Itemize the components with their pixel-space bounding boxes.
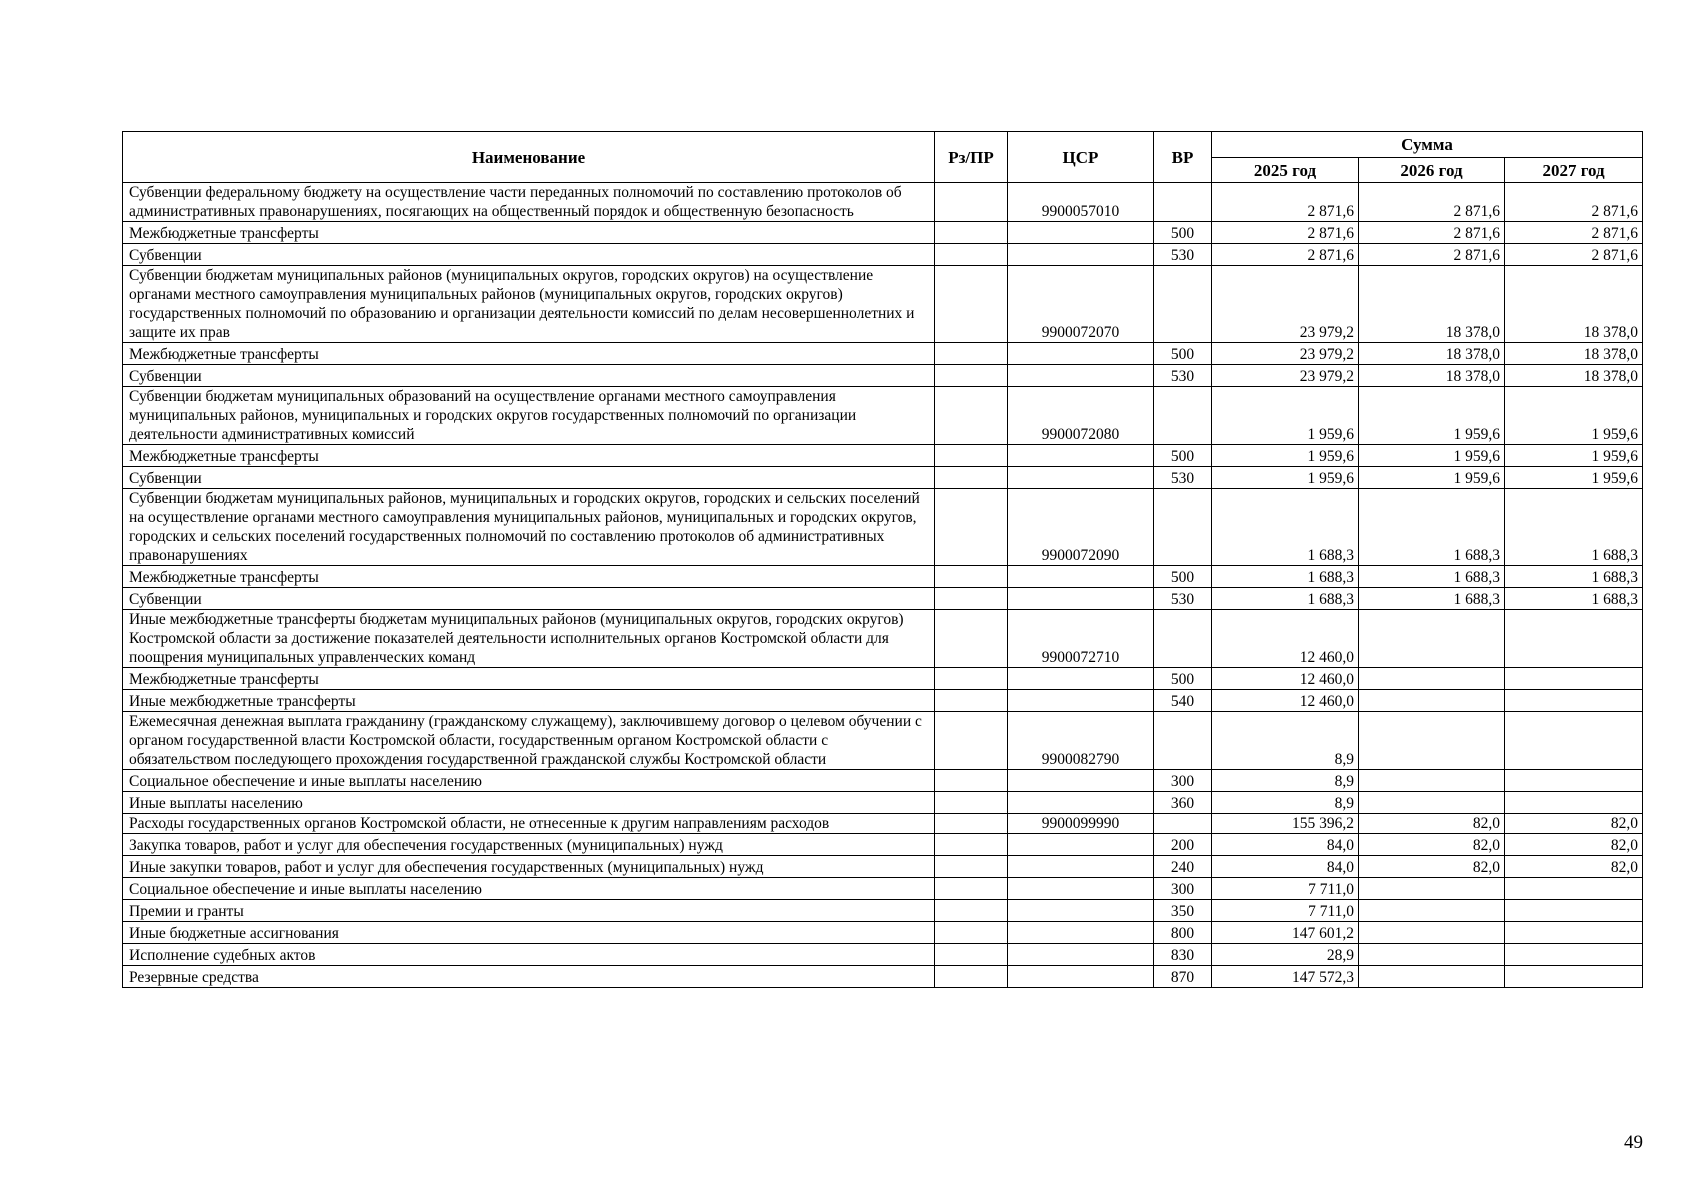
row-csr-cell: 9900072080 xyxy=(1008,387,1154,445)
row-2026-cell xyxy=(1359,610,1505,668)
row-csr-cell: 9900082790 xyxy=(1008,712,1154,770)
header-year-2025: 2025 год xyxy=(1212,158,1359,183)
row-2026-cell: 18 378,0 xyxy=(1359,365,1505,387)
table-row xyxy=(123,489,1643,566)
row-name-cell: Субвенции бюджетам муниципальных образований на осуществление органами местного самоуправления муниципальных районов, муниципальных и городских округов государственных полномочий по организации деятельности административных комиссий xyxy=(123,387,935,445)
row-vr-cell xyxy=(1154,489,1212,566)
row-vr-cell: 240 xyxy=(1154,856,1212,878)
row-2025-cell: 1 688,3 xyxy=(1212,566,1359,588)
row-csr-cell xyxy=(1008,588,1154,610)
row-csr-cell xyxy=(1008,770,1154,792)
row-2026-cell xyxy=(1359,690,1505,712)
row-name-cell: Социальное обеспечение и иные выплаты населению xyxy=(123,878,935,900)
row-rz-pr-cell xyxy=(935,244,1008,266)
row-2026-cell: 1 959,6 xyxy=(1359,467,1505,489)
row-2027-cell xyxy=(1505,668,1643,690)
row-rz-pr-cell xyxy=(935,668,1008,690)
row-2027-cell: 1 959,6 xyxy=(1505,445,1643,467)
row-2027-cell xyxy=(1505,966,1643,988)
row-2025-cell: 2 871,6 xyxy=(1212,222,1359,244)
row-vr-cell xyxy=(1154,266,1212,343)
row-name-cell: Межбюджетные трансферты xyxy=(123,445,935,467)
row-csr-cell xyxy=(1008,966,1154,988)
row-name-cell: Расходы государственных органов Костромской области, не отнесенные к другим направлениям расходов xyxy=(123,814,935,834)
row-2026-cell: 1 959,6 xyxy=(1359,445,1505,467)
row-rz-pr-cell xyxy=(935,944,1008,966)
row-rz-pr-cell xyxy=(935,856,1008,878)
row-csr-cell xyxy=(1008,343,1154,365)
row-2025-cell: 8,9 xyxy=(1212,792,1359,814)
row-2025-cell: 12 460,0 xyxy=(1212,610,1359,668)
row-2027-cell xyxy=(1505,610,1643,668)
row-vr-cell: 500 xyxy=(1154,445,1212,467)
row-2025-cell: 1 959,6 xyxy=(1212,445,1359,467)
row-rz-pr-cell xyxy=(935,966,1008,988)
row-2025-cell: 23 979,2 xyxy=(1212,266,1359,343)
row-name-cell: Субвенции xyxy=(123,467,935,489)
row-vr-cell: 200 xyxy=(1154,834,1212,856)
row-vr-cell: 530 xyxy=(1154,365,1212,387)
row-rz-pr-cell xyxy=(935,792,1008,814)
row-name-cell: Резервные средства xyxy=(123,966,935,988)
budget-table xyxy=(122,131,1643,988)
row-2025-cell: 147 572,3 xyxy=(1212,966,1359,988)
row-vr-cell: 830 xyxy=(1154,944,1212,966)
row-vr-cell xyxy=(1154,183,1212,222)
row-2027-cell: 18 378,0 xyxy=(1505,266,1643,343)
row-vr-cell xyxy=(1154,712,1212,770)
row-vr-cell: 350 xyxy=(1154,900,1212,922)
header-year-2026: 2026 год xyxy=(1359,158,1505,183)
row-rz-pr-cell xyxy=(935,387,1008,445)
row-vr-cell xyxy=(1154,387,1212,445)
table-row xyxy=(123,222,1643,244)
row-name-cell: Иные бюджетные ассигнования xyxy=(123,922,935,944)
row-rz-pr-cell xyxy=(935,690,1008,712)
table-row xyxy=(123,266,1643,343)
row-rz-pr-cell xyxy=(935,922,1008,944)
row-name-cell: Субвенции бюджетам муниципальных районов (муниципальных округов, городских округов) на осуществление органами местного самоуправления муниципальных районов (муниципальных округов, городских округов) государственных полномочий по образованию и организации деятельности комиссий по делам несовершеннолетних и защите их прав xyxy=(123,266,935,343)
row-rz-pr-cell xyxy=(935,588,1008,610)
row-rz-pr-cell xyxy=(935,814,1008,834)
row-2026-cell xyxy=(1359,878,1505,900)
row-2026-cell: 18 378,0 xyxy=(1359,266,1505,343)
row-vr-cell: 800 xyxy=(1154,922,1212,944)
row-2027-cell: 1 688,3 xyxy=(1505,489,1643,566)
table-row xyxy=(123,856,1643,878)
row-rz-pr-cell xyxy=(935,878,1008,900)
row-2027-cell xyxy=(1505,922,1643,944)
row-rz-pr-cell xyxy=(935,343,1008,365)
row-csr-cell xyxy=(1008,566,1154,588)
row-2027-cell xyxy=(1505,690,1643,712)
row-vr-cell: 300 xyxy=(1154,770,1212,792)
row-rz-pr-cell xyxy=(935,489,1008,566)
row-csr-cell: 9900072090 xyxy=(1008,489,1154,566)
row-name-cell: Межбюджетные трансферты xyxy=(123,668,935,690)
row-2027-cell: 1 959,6 xyxy=(1505,467,1643,489)
row-2026-cell: 18 378,0 xyxy=(1359,343,1505,365)
row-2026-cell: 2 871,6 xyxy=(1359,183,1505,222)
row-vr-cell: 530 xyxy=(1154,244,1212,266)
row-name-cell: Межбюджетные трансферты xyxy=(123,566,935,588)
row-csr-cell xyxy=(1008,244,1154,266)
header-year-2027: 2027 год xyxy=(1505,158,1643,183)
row-csr-cell: 9900057010 xyxy=(1008,183,1154,222)
row-2027-cell xyxy=(1505,900,1643,922)
row-2027-cell: 2 871,6 xyxy=(1505,222,1643,244)
row-name-cell: Иные межбюджетные трансферты xyxy=(123,690,935,712)
row-vr-cell: 500 xyxy=(1154,222,1212,244)
row-vr-cell: 300 xyxy=(1154,878,1212,900)
row-2026-cell: 1 688,3 xyxy=(1359,588,1505,610)
row-2026-cell: 82,0 xyxy=(1359,814,1505,834)
row-2027-cell: 82,0 xyxy=(1505,834,1643,856)
row-2026-cell: 82,0 xyxy=(1359,834,1505,856)
row-2027-cell: 2 871,6 xyxy=(1505,183,1643,222)
header-rz-pr: Рз/ПР xyxy=(935,132,1008,183)
row-csr-cell xyxy=(1008,878,1154,900)
table-row xyxy=(123,387,1643,445)
row-name-cell: Иные выплаты населению xyxy=(123,792,935,814)
row-csr-cell xyxy=(1008,668,1154,690)
row-csr-cell xyxy=(1008,690,1154,712)
row-2027-cell xyxy=(1505,878,1643,900)
row-2025-cell: 12 460,0 xyxy=(1212,690,1359,712)
row-2025-cell: 8,9 xyxy=(1212,712,1359,770)
row-vr-cell: 530 xyxy=(1154,588,1212,610)
row-2026-cell xyxy=(1359,712,1505,770)
row-2027-cell: 1 688,3 xyxy=(1505,588,1643,610)
row-2025-cell: 23 979,2 xyxy=(1212,365,1359,387)
table-row xyxy=(123,814,1643,834)
row-2027-cell xyxy=(1505,770,1643,792)
row-vr-cell: 530 xyxy=(1154,467,1212,489)
row-csr-cell xyxy=(1008,922,1154,944)
row-2026-cell: 1 688,3 xyxy=(1359,566,1505,588)
row-2026-cell xyxy=(1359,922,1505,944)
row-vr-cell: 360 xyxy=(1154,792,1212,814)
header-name: Наименование xyxy=(123,132,935,183)
row-2027-cell xyxy=(1505,792,1643,814)
row-name-cell: Субвенции федеральному бюджету на осуществление части переданных полномочий по составлению протоколов об административных правонарушениях, посягающих на общественный порядок и общественную безопасность xyxy=(123,183,935,222)
row-2026-cell xyxy=(1359,770,1505,792)
table-row xyxy=(123,792,1643,814)
row-2025-cell: 84,0 xyxy=(1212,856,1359,878)
header-sum: Сумма xyxy=(1212,132,1643,158)
row-2025-cell: 23 979,2 xyxy=(1212,343,1359,365)
row-name-cell: Иные межбюджетные трансферты бюджетам муниципальных районов (муниципальных округов, городских округов) Костромской области за достижение показателей деятельности исполнительных органов Костромской области для поощрения муниципальных управленческих команд xyxy=(123,610,935,668)
table-row xyxy=(123,588,1643,610)
table-row xyxy=(123,445,1643,467)
row-rz-pr-cell xyxy=(935,183,1008,222)
row-2025-cell: 147 601,2 xyxy=(1212,922,1359,944)
row-vr-cell xyxy=(1154,610,1212,668)
row-rz-pr-cell xyxy=(935,566,1008,588)
row-name-cell: Закупка товаров, работ и услуг для обеспечения государственных (муниципальных) нужд xyxy=(123,834,935,856)
row-name-cell: Субвенции бюджетам муниципальных районов, муниципальных и городских округов, городских и сельских поселений на осуществление органами местного самоуправления муниципальных районов, муниципальных и городских округов, городских и сельских поселений государственных полномочий по составлению протоколов об административных правонарушениях xyxy=(123,489,935,566)
table-row xyxy=(123,566,1643,588)
row-rz-pr-cell xyxy=(935,712,1008,770)
row-2025-cell: 28,9 xyxy=(1212,944,1359,966)
table-row xyxy=(123,900,1643,922)
row-2026-cell: 2 871,6 xyxy=(1359,222,1505,244)
row-2027-cell: 82,0 xyxy=(1505,814,1643,834)
row-2025-cell: 155 396,2 xyxy=(1212,814,1359,834)
row-name-cell: Межбюджетные трансферты xyxy=(123,343,935,365)
row-csr-cell xyxy=(1008,856,1154,878)
row-2025-cell: 8,9 xyxy=(1212,770,1359,792)
row-rz-pr-cell xyxy=(935,834,1008,856)
row-2026-cell: 82,0 xyxy=(1359,856,1505,878)
table-row xyxy=(123,668,1643,690)
table-row xyxy=(123,343,1643,365)
row-rz-pr-cell xyxy=(935,467,1008,489)
row-2026-cell: 2 871,6 xyxy=(1359,244,1505,266)
row-csr-cell: 9900072070 xyxy=(1008,266,1154,343)
table-row xyxy=(123,467,1643,489)
table-row xyxy=(123,610,1643,668)
row-csr-cell: 9900099990 xyxy=(1008,814,1154,834)
row-2026-cell: 1 688,3 xyxy=(1359,489,1505,566)
row-csr-cell xyxy=(1008,792,1154,814)
row-2026-cell xyxy=(1359,668,1505,690)
row-vr-cell xyxy=(1154,814,1212,834)
header-vr: ВР xyxy=(1154,132,1212,183)
row-name-cell: Исполнение судебных актов xyxy=(123,944,935,966)
row-csr-cell xyxy=(1008,365,1154,387)
row-name-cell: Премии и гранты xyxy=(123,900,935,922)
table-row xyxy=(123,966,1643,988)
row-2025-cell: 1 688,3 xyxy=(1212,489,1359,566)
table-row xyxy=(123,183,1643,222)
row-2027-cell: 18 378,0 xyxy=(1505,365,1643,387)
row-2025-cell: 1 959,6 xyxy=(1212,467,1359,489)
row-2026-cell xyxy=(1359,966,1505,988)
row-rz-pr-cell xyxy=(935,900,1008,922)
row-csr-cell: 9900072710 xyxy=(1008,610,1154,668)
row-2026-cell xyxy=(1359,792,1505,814)
table-row xyxy=(123,834,1643,856)
row-2027-cell: 1 959,6 xyxy=(1505,387,1643,445)
row-2025-cell: 84,0 xyxy=(1212,834,1359,856)
row-name-cell: Субвенции xyxy=(123,365,935,387)
row-vr-cell: 540 xyxy=(1154,690,1212,712)
table-row xyxy=(123,244,1643,266)
row-2025-cell: 2 871,6 xyxy=(1212,183,1359,222)
row-rz-pr-cell xyxy=(935,610,1008,668)
row-2026-cell xyxy=(1359,944,1505,966)
row-name-cell: Иные закупки товаров, работ и услуг для обеспечения государственных (муниципальных) нужд xyxy=(123,856,935,878)
row-rz-pr-cell xyxy=(935,222,1008,244)
row-name-cell: Субвенции xyxy=(123,588,935,610)
row-rz-pr-cell xyxy=(935,266,1008,343)
row-2027-cell: 82,0 xyxy=(1505,856,1643,878)
row-2025-cell: 12 460,0 xyxy=(1212,668,1359,690)
table-row xyxy=(123,878,1643,900)
row-2027-cell: 18 378,0 xyxy=(1505,343,1643,365)
row-2026-cell: 1 959,6 xyxy=(1359,387,1505,445)
table-row xyxy=(123,770,1643,792)
row-vr-cell: 500 xyxy=(1154,566,1212,588)
row-2027-cell xyxy=(1505,712,1643,770)
row-2025-cell: 1 959,6 xyxy=(1212,387,1359,445)
row-csr-cell xyxy=(1008,834,1154,856)
row-csr-cell xyxy=(1008,467,1154,489)
row-csr-cell xyxy=(1008,222,1154,244)
row-csr-cell xyxy=(1008,944,1154,966)
row-rz-pr-cell xyxy=(935,365,1008,387)
table-row xyxy=(123,690,1643,712)
table-row xyxy=(123,944,1643,966)
row-rz-pr-cell xyxy=(935,770,1008,792)
row-csr-cell xyxy=(1008,900,1154,922)
table-row xyxy=(123,922,1643,944)
row-2027-cell: 1 688,3 xyxy=(1505,566,1643,588)
row-2025-cell: 2 871,6 xyxy=(1212,244,1359,266)
row-2025-cell: 7 711,0 xyxy=(1212,878,1359,900)
row-name-cell: Социальное обеспечение и иные выплаты населению xyxy=(123,770,935,792)
row-name-cell: Субвенции xyxy=(123,244,935,266)
row-2027-cell: 2 871,6 xyxy=(1505,244,1643,266)
row-2026-cell xyxy=(1359,900,1505,922)
row-vr-cell: 500 xyxy=(1154,668,1212,690)
table-body xyxy=(123,183,1643,988)
row-name-cell: Ежемесячная денежная выплата гражданину (гражданскому служащему), заключившему договор о целевом обучении с органом государственной власти Костромской области, государственным органом Костромской области с обязательством последующего прохождения государственной гражданской службы Костромской области xyxy=(123,712,935,770)
header-csr: ЦСР xyxy=(1008,132,1154,183)
table-row xyxy=(123,712,1643,770)
page-number: 49 xyxy=(1624,1132,1643,1153)
row-2025-cell: 1 688,3 xyxy=(1212,588,1359,610)
row-rz-pr-cell xyxy=(935,445,1008,467)
table-row xyxy=(123,365,1643,387)
row-name-cell: Межбюджетные трансферты xyxy=(123,222,935,244)
row-2027-cell xyxy=(1505,944,1643,966)
row-csr-cell xyxy=(1008,445,1154,467)
row-vr-cell: 500 xyxy=(1154,343,1212,365)
row-2025-cell: 7 711,0 xyxy=(1212,900,1359,922)
row-vr-cell: 870 xyxy=(1154,966,1212,988)
